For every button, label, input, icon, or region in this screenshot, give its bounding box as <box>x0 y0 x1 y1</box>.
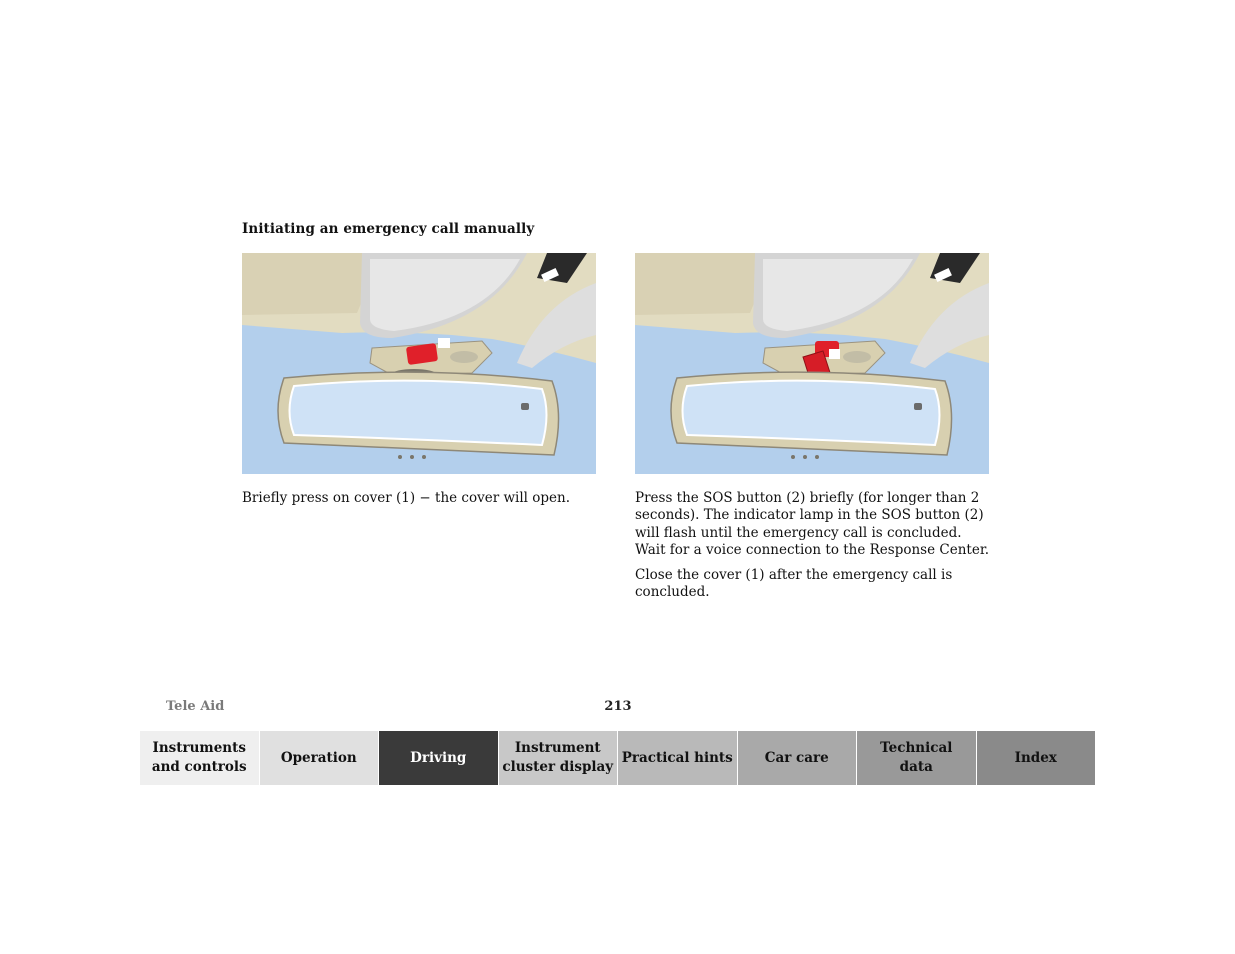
tab-practical-hints[interactable]: Practical hints <box>618 731 738 785</box>
tab-instrument-cluster-display[interactable]: Instrument cluster display <box>499 731 619 785</box>
tab-car-care[interactable]: Car care <box>738 731 858 785</box>
section-heading: Initiating an emergency call manually <box>242 221 535 237</box>
tab-technical-data[interactable]: Technical data <box>857 731 977 785</box>
chapter-navigation <box>140 731 1095 785</box>
instruction-paragraph: Close the cover (1) after the emergency call is concluded. <box>635 567 953 601</box>
page-number: 213 <box>604 699 632 714</box>
tab-operation[interactable]: Operation <box>260 731 380 785</box>
illustration-cover-open <box>635 253 989 474</box>
tab-index[interactable]: Index <box>977 731 1096 785</box>
illustration-cover-closed <box>242 253 596 474</box>
section-label: Tele Aid <box>166 699 225 714</box>
instruction-paragraph: Briefly press on cover (1) − the cover will open. <box>242 490 571 506</box>
tab-driving[interactable]: Driving <box>379 731 499 785</box>
instruction-paragraph: Press the SOS button (2) briefly (for longer than 2 seconds). The indicator lamp in the SOS button (2) will flash until the emergency call is concluded. Wait for a voice connection to the Response Center. <box>635 490 990 558</box>
tab-instruments-and-controls[interactable]: Instruments and controls <box>140 731 260 785</box>
instruction-column-left <box>242 490 602 515</box>
instruction-column-right <box>635 490 995 610</box>
